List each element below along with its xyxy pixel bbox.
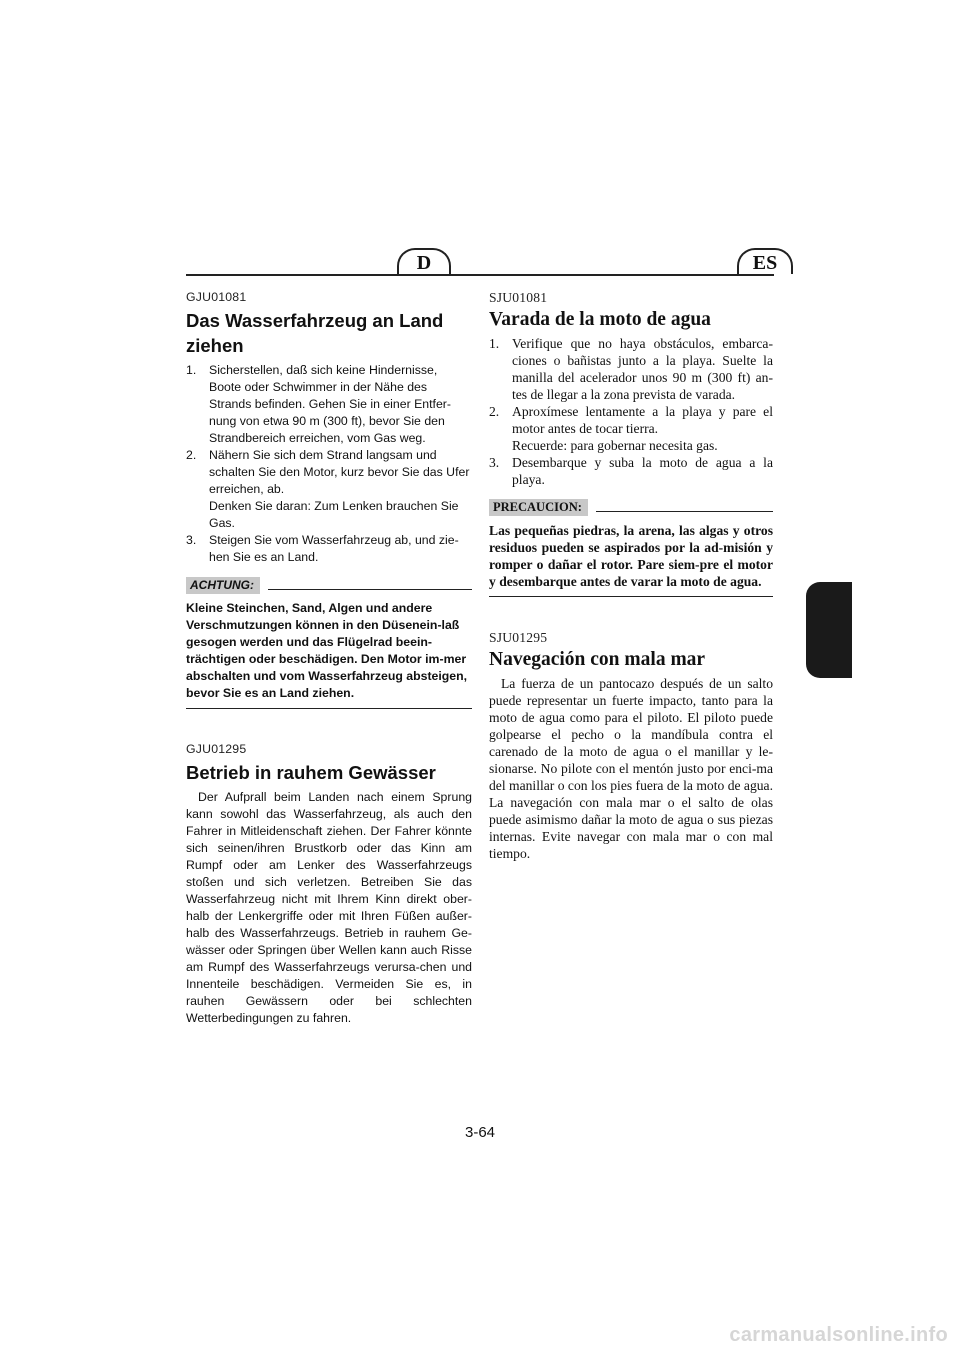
page-number: 3-64 (464, 1124, 496, 1141)
step-note: Denken Sie daran: Zum Lenken brauchen Sie Gas. (209, 499, 459, 530)
step-number: 1. (489, 336, 500, 351)
step-note: Recuerde: para gobernar necesita gas. (512, 438, 718, 453)
step-text: Sicherstellen, daß sich keine Hindernisse, Boote oder Schwimmer in der Nähe des Strands befinden. Gehen Sie in einer Entfer-nung von etwa 90 m (300 ft), bevor Sie den Strandbereich erreichen, vom Gas weg. (209, 363, 451, 445)
divider (596, 511, 773, 512)
step-number: 1. (186, 363, 197, 377)
section-code: GJU01295 (186, 742, 247, 756)
steps-list (489, 335, 773, 488)
section-title: Navegación con mala mar (489, 649, 706, 670)
caution-text: Kleine Steinchen, Sand, Algen und andere Verschmutzungen können in den Düsenein-laß gesogen werden und das Flügelrad beein-trächtigen oder beschädigen. Den Motor im-mer abschalten und vom Wasserfahrzeug absteigen, bevor Sie es an Land ziehen. (186, 601, 468, 700)
spanish-column (489, 285, 773, 862)
list-item (186, 362, 472, 447)
body-paragraph: La fuerza de un pantocazo después de un salto puede representar un fuerte impacto, tanto para la moto de agua como para el piloto. El piloto puede golpearse el pecho o la mandíbula contra el carenado de la moto de agua o el manillar y le-sionarse. No pilote con el mentón justo por enci-ma del manillar o con los pies fuera de la moto de agua. La navegación con mala mar o el salto de olas puede asimismo dañar la moto de agua o sus piezas internas. Evite navegar con mala mar o con mal tiempo. (489, 676, 773, 861)
step-number: 3. (186, 533, 197, 547)
list-item (489, 335, 773, 403)
section-code: SJU01295 (489, 630, 548, 645)
section-title: Das Wasserfahrzeug an Land ziehen (186, 310, 444, 356)
steps-list (186, 362, 472, 566)
body-paragraph: Der Aufprall beim Landen nach einem Sprung kann sowohl das Wasserfahrzeug, als auch den Fahrer in Mitleidenschaft ziehen. Der Fahrer könnte sich seinen/ihren Brustkorb oder das Kinn am Rumpf oder am Lenker des Wasserfahrzeugs stoßen und sich verletzen. Betreiben Sie das Wasserfahrzeug nicht mit Ihrem Kinn direkt ober-halb der Lenkergriffe oder mit Ihren Füßen außer-halb des Wasserfahrzeugs. Betrieb in rauhem Ge-wässer oder Springen über Wellen kann auch Risse am Rumpf des Wasserfahrzeugs verursa-chen und Innenteile beschädigen. Vermeiden Sie es, in rauhen Gewässern oder bei schlechten Wetterbedingungen zu fahren. (186, 790, 472, 1025)
caution-box (186, 576, 472, 709)
chapter-side-tab (806, 582, 852, 678)
section-code: SJU01081 (489, 290, 548, 305)
divider (268, 589, 472, 590)
section-title: Betrieb in rauhem Gewässer (186, 762, 436, 783)
step-text: Nähern Sie sich dem Strand langsam und schalten Sie den Motor, kurz bevor Sie das Ufer erreichen, ab. (209, 448, 470, 496)
list-item (186, 447, 472, 532)
section-title: Varada de la moto de agua (489, 309, 711, 330)
step-text: Steigen Sie vom Wasserfahrzeug ab, und zie-hen Sie es an Land. (209, 533, 459, 564)
language-tab-spanish: ES (737, 248, 793, 274)
section-code: GJU01081 (186, 290, 247, 304)
list-item (186, 532, 472, 566)
list-item (489, 403, 773, 454)
language-tab-german: D (397, 248, 451, 274)
step-text: Desembarque y suba la moto de agua a la playa. (512, 455, 773, 487)
header-rule (186, 274, 774, 276)
step-text: Verifique que no haya obstáculos, embarca-ciones o bañistas junto a la playa. Suelte la manilla del acelerador unos 90 m (300 ft) an-tes de llegar a la zona prevista de varada. (512, 336, 773, 402)
step-number: 3. (489, 455, 500, 470)
caution-text: Las pequeñas piedras, la arena, las algas y otros residuos pueden se aspirados por la ad-misión y romper o dañar el rotor. Pare siem-pre el motor y desembarque antes de varar la moto de agua. (489, 523, 773, 589)
watermark: carmanualsonline.info (729, 1324, 948, 1346)
list-item (489, 454, 773, 488)
step-number: 2. (186, 448, 197, 462)
caution-box (489, 498, 773, 597)
caution-label: ACHTUNG: (186, 577, 260, 594)
german-column (186, 285, 472, 1027)
caution-label: PRECAUCION: (489, 499, 588, 516)
step-text: Aproxímese lentamente a la playa y pare el motor antes de tocar tierra. (512, 404, 773, 436)
step-number: 2. (489, 404, 500, 419)
